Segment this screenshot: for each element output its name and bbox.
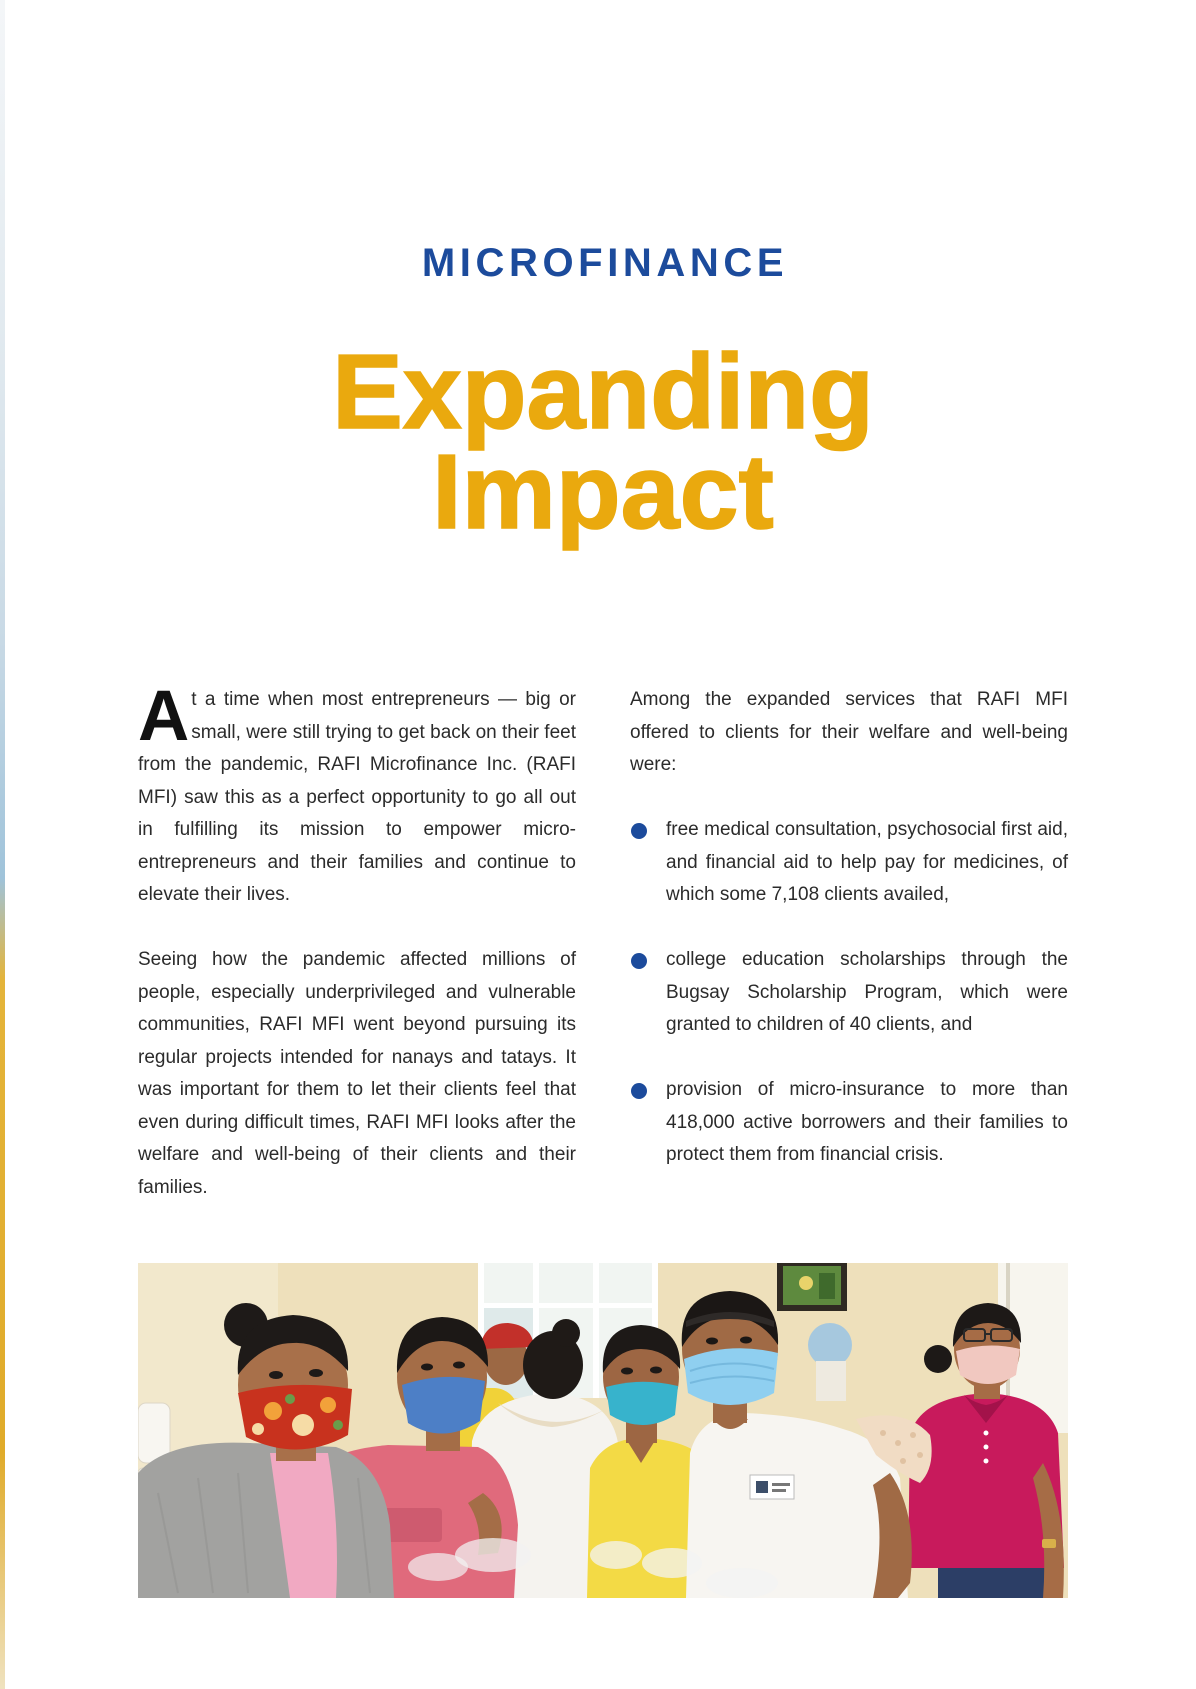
page-title <box>0 333 1196 551</box>
picture-frame <box>777 1263 847 1311</box>
services-list <box>630 814 1068 1172</box>
title-line-1: Expanding <box>332 333 874 451</box>
services-intro: Among the expanded services that RAFI MFI offered to clients for their welfare and well-being were: <box>630 689 1068 775</box>
list-item-text: college education scholarships through the Bugsay Scholarship Program, which were granted to children of 40 clients, and <box>666 949 1068 1035</box>
section-label: MICROFINANCE <box>421 241 789 285</box>
drop-cap: A <box>138 677 190 756</box>
group-photo <box>138 1263 1068 1598</box>
list-item <box>630 814 1068 912</box>
list-item <box>630 944 1068 1042</box>
body-paragraph: Seeing how the pandemic affected millions of people, especially underprivileged and vulnerable communities, RAFI MFI went beyond pursuing its regular projects intended for nanays and tatays. It was important for them to let their clients feel that even during difficult times, RAFI MFI looks after the welfare and well-being of their clients and their families. <box>138 949 576 1198</box>
intro-paragraph <box>138 677 576 912</box>
left-column <box>138 677 576 1237</box>
right-column <box>630 684 1068 1204</box>
intro-paragraph-text: t a time when most entrepreneurs — big or small, were still trying to get back on their feet from the pandemic, RAFI Microfinance Inc. (RAFI MFI) saw this as a perfect opportunity to go all out in fulfilling its mission to empower micro-entrepreneurs and their families and continue to elevate their lives. <box>138 689 576 905</box>
group-photo-illustration <box>138 1263 1068 1598</box>
list-item-text: provision of micro-insurance to more than 418,000 active borrowers and their families to protect them from financial crisis. <box>666 1079 1068 1165</box>
bullet-marker <box>631 953 647 969</box>
list-item-text: free medical consultation, psychosocial first aid, and financial aid to help pay for medicines, of which some 7,108 clients availed, <box>666 819 1068 905</box>
bullet-marker <box>631 823 647 839</box>
list-item <box>630 1074 1068 1172</box>
bullet-marker <box>631 1083 647 1099</box>
title-line-2: Impact <box>432 433 774 551</box>
